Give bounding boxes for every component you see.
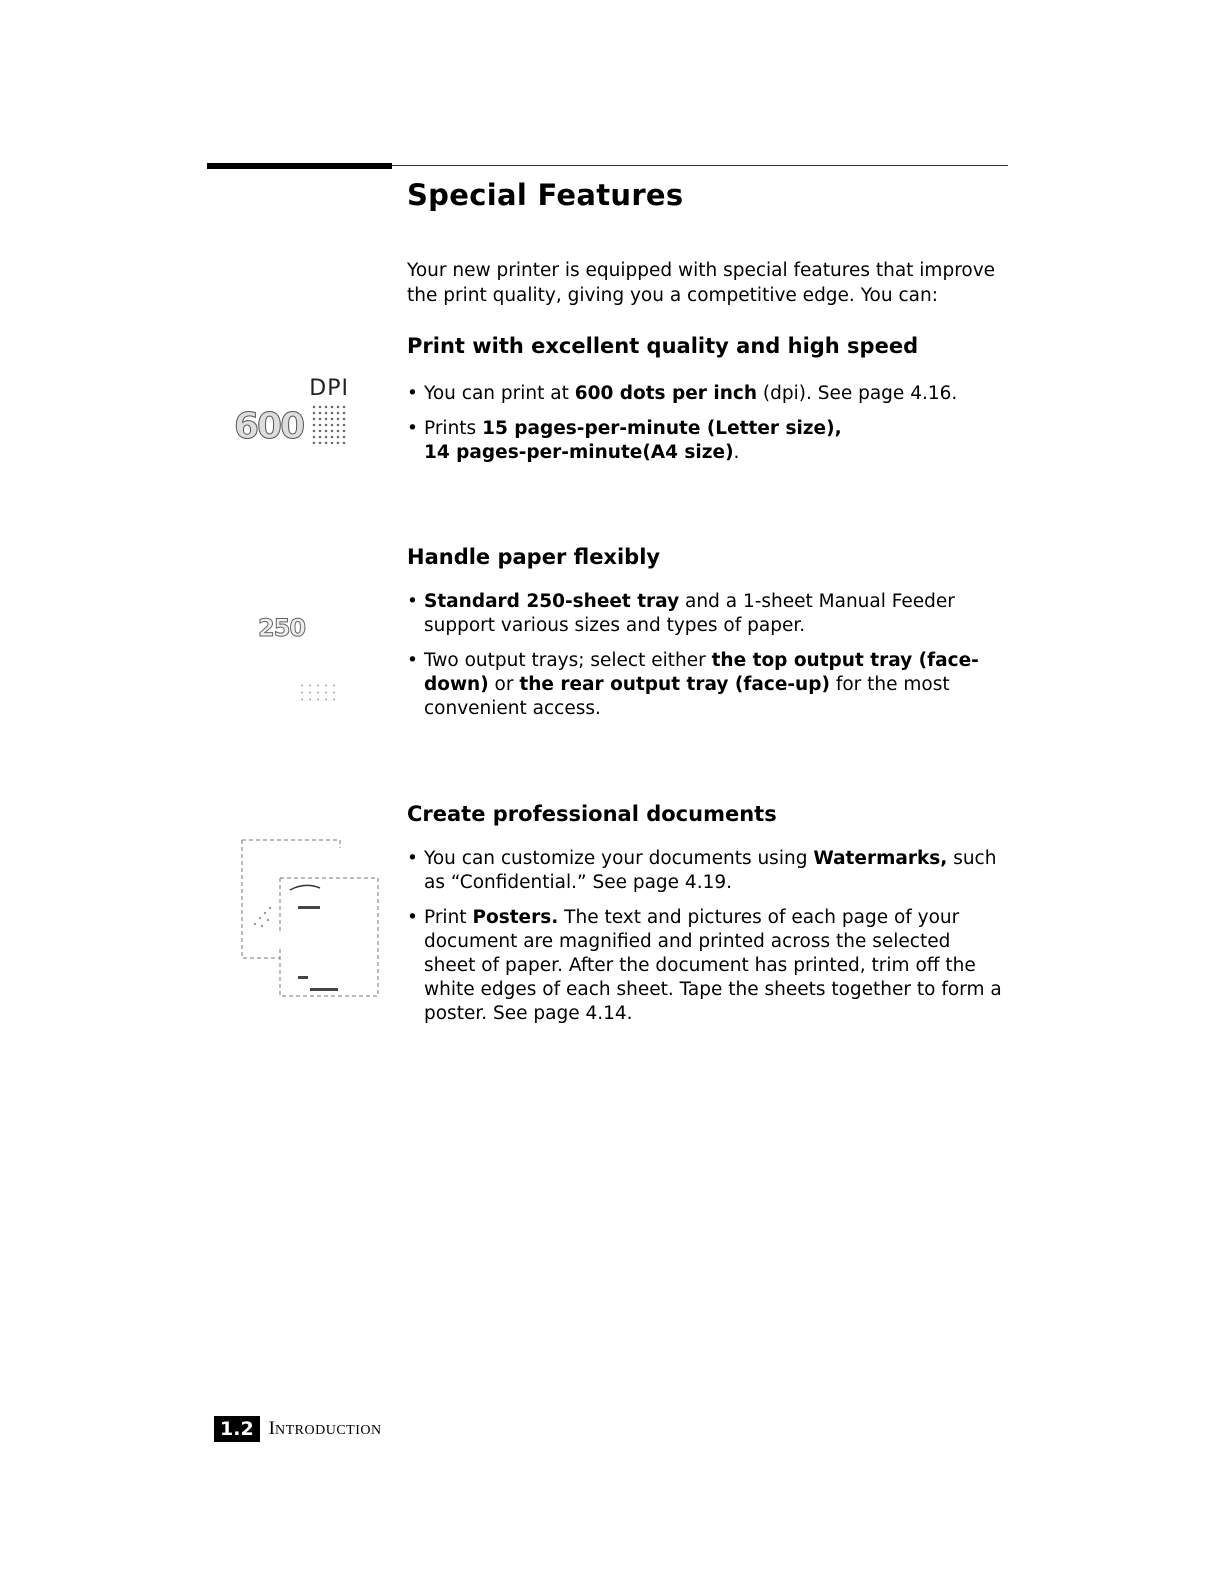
list-item: • Two output trays; select either the top output tray (face-down) or the rear output tray (face-up) for the most convenient access. (407, 649, 987, 721)
chapter-label: INTRODUCTION (268, 1418, 382, 1439)
list-item: • You can customize your documents using Watermarks, such as “Confidential.” See page 4.19. (407, 847, 1007, 895)
list-item: • Print Posters. The text and pictures of each page of your document are magnified and printed across the selected sheet of paper. After the document has printed, trim off the white edges of each sheet. Tape the sheets together to form a poster. See page 4.14. (407, 906, 1007, 1026)
header-rule-thick (207, 163, 392, 169)
section-quality-list (407, 382, 1017, 476)
intro-paragraph: Your new printer is equipped with special features that improve the print quality, giving you a competitive edge. You can: (407, 260, 996, 306)
list-item: • Standard 250-sheet tray and a 1-sheet Manual Feeder support various sizes and types of paper. (407, 590, 987, 638)
section-heading-quality: Print with excellent quality and high speed (407, 334, 919, 358)
poster-document-icon (240, 838, 382, 998)
page-number-badge: 1.2 (214, 1416, 260, 1442)
header-rule-thin (392, 165, 1008, 166)
dpi-dots-icon (311, 404, 347, 444)
dpi-number-graphic: 600 (234, 406, 304, 447)
dpi-graphic (228, 376, 353, 451)
dpi-label: DPI (309, 376, 349, 401)
paper-tray-graphic (258, 614, 318, 644)
list-item: • Prints 15 pages-per-minute (Letter size), 14 pages-per-minute(A4 size). (407, 417, 1017, 465)
page-footer (214, 1416, 382, 1442)
list-item: • You can print at 600 dots per inch (dpi). See page 4.16. (407, 382, 1017, 406)
section-heading-documents: Create professional documents (407, 802, 777, 826)
page-title: Special Features (407, 178, 684, 212)
section-paper-list (407, 590, 987, 732)
output-tray-icon (298, 682, 338, 702)
section-heading-paper: Handle paper flexibly (407, 545, 661, 569)
section-documents-list (407, 847, 1007, 1037)
tray-number-graphic: 250 (258, 614, 306, 642)
